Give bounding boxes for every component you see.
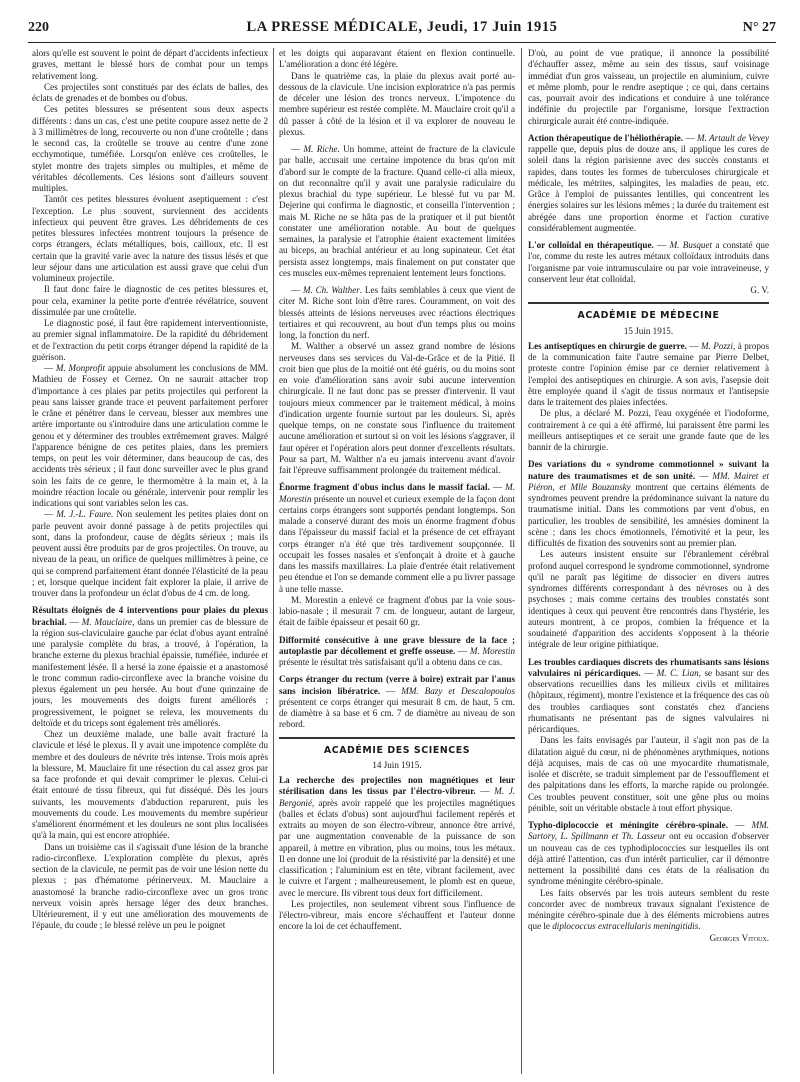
author-name: M. Riche xyxy=(303,144,338,154)
paragraph: Énorme fragment d'obus inclus dans le massif facial. — M. Morestin présente un nouvel et curieux exemple de la façon dont certains corps étrangers sont supportés pendant longtemps. Son malade a conservé durant des mois un énorme fragment d'obus dans l'épaisseur du massif facial et la présence de cet effrayant corps étranger n'a été que très tardivement soupçonnée. Il occupait les fosses nasales et s'enfonçait à droite et à gauche dans les massifs maxillaires. La plaie d'entrée était relativement peu étendue et l'on se demande comment elle a pu livrer passage à une telle masse. xyxy=(279,482,515,594)
paragraph-text: rappelle que, depuis plus de douze ans, il applique les cures de soleil dans la région parisienne avec des succès constants et rapides, dans toutes les formes de tuberculoses chirurgicale et médicale, les métrites, salpingites, les maladies de peau, etc. Grâce à l'emploi de puissantes lentilles, qui concentrent les énergies solaires sur les lésions mêmes ; la durée du traitement est abrégée dans une proportion énorme et l'action curative considérablement augmentée. xyxy=(528,144,769,233)
column-divider xyxy=(273,48,274,1074)
article-heading: Corps étranger du rectum (verre à boire) extrait par l'anus sans incision libératrice. xyxy=(279,674,515,696)
article-heading: Les antiseptiques en chirurgie de guerre. xyxy=(528,340,687,351)
paragraph: alors qu'elle est souvent le point de départ d'accidents infectieux graves, mettant le blessé hors de combat pour un temps relativement long. xyxy=(32,48,268,81)
paragraph: De plus, a déclaré M. Pozzi, l'eau oxygénée et l'iodoforme, contrairement à ce qui a été affirmé, lui paraissent être parmi les meilleurs antiseptiques et ce serait une grande faute que de les bannir de la chirurgie. xyxy=(528,408,769,452)
paragraph: et les doigts qui auparavant étaient en flexion continuelle. L'amélioration a donc été légère. xyxy=(279,48,515,70)
paragraph: Dans un troisième cas il s'agissait d'une lésion de la branche radio-circonflexe. L'exploration complète du plexus, après section de la clavicule, ne permit pas de voir une lésion nette du plexus ; pas d'hématome périnerveux. M. Mauclaire a anastomosé la branche radio-circonflexe avec un gros tronc nerveux voisin après hersage léger des deux branches. Ultérieurement, il y eut une amélioration des mouvements de l'épaule, du coude ; le blessé relève un peu le poignet xyxy=(32,841,268,931)
author-name: MM. Bazy et Descalopoulos xyxy=(401,685,515,696)
paragraph: Difformité consécutive à une grave blessure de la face ; autoplastie par décollement et greffe osseuse. — M. Morestin présente le résultat très satisfaisant qu'il a obtenu dans ce cas. xyxy=(279,634,515,667)
article-heading: L'or colloïdal en thérapeutique. xyxy=(528,240,654,250)
journal-title: LA PRESSE MÉDICALE, Jeudi, 17 Juin 1915 xyxy=(246,19,558,35)
paragraph: Corps étranger du rectum (verre à boire) extrait par l'anus sans incision libératrice. — MM. Bazy et Descalopoulos présentent ce corps étranger qui mesurait 8 cm. de haut, 5 cm. de diamètre à sa base et 6 cm. 7 de diamètre au niveau de son rebord. xyxy=(279,674,515,730)
page-header xyxy=(28,18,776,43)
paragraph xyxy=(528,888,769,933)
author-name: MM. Sartory, L. Spillmann et Th. Lasseur xyxy=(528,820,769,842)
signature: G. V. xyxy=(750,285,769,295)
paragraph: Les antiseptiques en chirurgie de guerre. — M. Pozzi, à propos de la communication faite l'autre semaine par Pierre Delbet, proteste contre l'opinion émise par ce dernier relativement à l'emploi des antiseptiques en chirurgie. A son avis, l'asepsie doit être employée quand il s'agit de tissus normaux et l'antisepsie dans le traitement des plaies infectées. xyxy=(528,340,769,407)
article-heading: Difformité consécutive à une grave blessure de la face ; autoplastie par décollement et greffe osseuse. xyxy=(279,634,515,656)
author-name: M. J.-L. Faure xyxy=(56,509,111,520)
column-1 xyxy=(32,48,268,1074)
article-heading: Action thérapeutique de l'héliothérapie. xyxy=(528,132,684,143)
paragraph: Des variations du « syndrome commotionnel » suivant la nature des traumatismes et de son unité. — MM. Mairet et Piéron, et Mlle Bouzansky montrent que certains éléments de syndromes peuvent prendre la prédominance suivant la nature du traumatisme initial. Dans les commotions par vent d'obus, en particulier, les troubles de sensibilité, les amnésies dominent la scène ; dans les chocs émotionnels, l'émotivité et la peur, les difficultés de fixation des souvenirs sont au premier plan. xyxy=(528,459,769,548)
section-divider xyxy=(528,302,769,304)
author-name: M. Artault de Vevey xyxy=(697,132,769,143)
paragraph-text: , dans un premier cas de blessure de la région sus-claviculaire gauche par éclat d'obus ayant entraîné une paralysie complète du bras, a trouvé, à l'opération, la branche externe du plexus brachial épaissie, tuméfiée, indurée et manifestement lésée. Il a hersé la zone épaissie et a anastomosé le tronc commun radio-circonflexe avec la branche voisine du plexus également un peu hersée. Au bout d'une quinzaine de jours, les mouvements des doigts furent améliorés ; progressivement, le poignet se releva, les mouvements du deltoïde et du triceps sont également très améliorés. xyxy=(32,616,268,728)
paragraph-text: , à propos de la communication faite l'autre semaine par Pierre Delbet, proteste contre l'opinion émise par ce dernier relativement à l'emploi des antiseptiques en chirurgie. A son avis, l'asepsie doit être employée quand il s'agit de tissus normaux et l'antisepsie dans le traitement des plaies infectées. xyxy=(528,340,769,407)
author-name: M. C. Lian xyxy=(656,667,699,678)
article-heading: Des variations du « syndrome commotionnel » suivant la nature des traumatismes et de son unité. xyxy=(528,459,769,481)
paragraph-text: appuie absolument les conclusions de MM. Mathieu de Fossey et Cernez. On ne saurait attacher trop d'importance à ces plaies par petits projectiles qui perforent la peau sans laisser grande trace et peuvent parfaitement perforer le crâne et pénétrer dans le cerveau, blesser aux membres une artère importante ou s'introduire dans une articulation comme le genou et y déterminer des troubles extrêmement graves. Malgré l'apparence bénigne de ces petites plaies, dans les premiers temps, on peut les voir déterminer, dans beaucoup de cas, des accidents très sérieux ; il faut donc surveiller avec le plus grand soin les faits de ce genre, le thermomètre à la main et, à la moindre réaction locale ou générale, intervenir pour remplir les indications qui sont variables selon les cas. xyxy=(32,363,268,508)
paragraph: M. Morestin a enlevé ce fragment d'obus par la voie sous-labio-nasale ; il mesurait 7 cm. de longueur, autant de largeur, était de faible épaisseur et pesait 60 gr. xyxy=(279,594,515,628)
author-name: M. Ch. Walther xyxy=(302,285,360,295)
paragraph-text: ont eu occasion d'observer un nouveau cas de ces typhodiplococcies sur lesquelles ils ont déjà attiré l'attention, cas d'un intérêt particulier, car il démontre nettement la possibilité dans ces états de la réalisation du syndrome méningite cérébro-spinale. xyxy=(528,831,769,887)
paragraph-text: présentent ce corps étranger qui mesurait 8 cm. de haut, 5 cm. de diamètre à sa base et 6 cm. 7 de diamètre au niveau de son rebord. xyxy=(279,696,515,730)
section-title: ACADÉMIE DE MÉDECINE xyxy=(577,310,720,322)
paragraph: Il faut donc faire le diagnostic de ces petites blessures et, pour cela, examiner la petite porte d'entrée révélatrice, souvent dissimulée par une croûtelle. xyxy=(32,284,268,317)
article-heading: Résultats éloignés de 4 interventions pour plaies du plexus brachial. xyxy=(32,605,268,627)
author-name: M. Mauclaire xyxy=(81,616,133,627)
paragraph: — M. Monprofit appuie absolument les conclusions de MM. Mathieu de Fossey et Cernez. On ne saurait attacher trop d'importance à ces plaies par petits projectiles qui perforent la peau sans laisser grande trace et peuvent parfaitement perforer le crâne et pénétrer dans le cerveau, blesser aux membres une artère importante ou s'introduire dans une articulation comme le genou et y déterminer des troubles extrêmement graves. Malgré l'apparence bénigne de ces petites plaies, dans les premiers temps, on peut les voir déterminer, dans beaucoup de cas, des accidents très sérieux ; il faut donc surveiller avec le plus grand soin les faits de ce genre, le thermomètre à la main et, à la moindre réaction locale ou générale, intervenir pour remplir les indications qui sont variables selon les cas. xyxy=(32,363,268,508)
paragraph: Résultats éloignés de 4 interventions pour plaies du plexus brachial. — M. Mauclaire, dans un premier cas de blessure de la région sus-claviculaire gauche par éclat d'obus ayant entraîné une paralysie complète du bras, a trouvé, à l'opération, la branche externe du plexus brachial épaissie, tuméfiée, indurée et manifestement lésée. Il a hersé la zone épaissie et a anastomosé le tronc commun radio-circonflexe avec la branche voisine du plexus également un peu hersée. Au bout d'une quinzaine de jours, les mouvements des doigts furent améliorés ; progressivement, le poignet se releva, les mouvements du deltoïde et du triceps sont également très améliorés. xyxy=(32,605,268,728)
paragraph: L'or colloïdal en thérapeutique. — M. Busquet a constaté que l'or, comme du reste les autres métaux colloïdaux introduits dans l'organisme par voie intramusculaire ou par voie intraveineuse, y conservent leur état colloïdal. xyxy=(528,240,769,284)
paragraph: Les projectiles, non seulement vibrent sous l'influence de l'électro-vibreur, mais encore s'échauffent et l'auteur donne encore la loi de cet échauffement. xyxy=(279,898,515,932)
paragraph: Ces projectiles sont constitués par des éclats de balles, des éclats de grenades et de bombes ou d'obus. xyxy=(32,81,268,103)
paragraph-text: Les faits observés par les trois auteurs semblent du reste concorder avec de nombreux travaux signalant l'existence de méningite cérébro-spinale due à des éléments microbiens autres que le xyxy=(528,887,769,932)
paragraph: Dans les faits envisagés par l'auteur, il s'agit non pas de la dilatation aiguë du cœur, ni de phénomènes arythmiques, notions déjà acquises, mais de cas où une myocardite rhumatismale, isolée et discrète, se traduit simplement par de l'essoufflement et des palpitations dans les efforts, la marche rapide ou prolongée. Ces troubles peuvent constituer, soit une gêne plus ou moins pénible, soit un véritable obstacle à tout effort physique. xyxy=(528,735,769,813)
paragraph: Tantôt ces petites blessures évoluent aseptiquement : c'est l'exception. Le plus souvent, surviennent des accidents infectieux qui peuvent être graves. Les débridements de ces petites blessures infectées montrent toujours la présence de corps étrangers, éclats métalliques, bois, cailloux, etc. Il est certain que la gravité varie avec la nature des tissus lésés et que leur séjour dans une articulation est aussi grave que celui d'un volumineux projectile. xyxy=(32,194,268,283)
column-3 xyxy=(528,48,769,1074)
page-number: 220 xyxy=(28,20,49,35)
paragraph: — M. Ch. Walther. Les faits semblables à ceux que vient de citer M. Riche sont loin d'être rares. Couramment, on voit des blessés atteints de lésions nerveuses avec réactions électriques tertiaires et qui recouvrent, au bout d'un temps plus ou moins long, la fonction du nerf. xyxy=(279,285,515,340)
paragraph: — M. Riche. Un homme, atteint de fracture de la clavicule par balle, accusait une certaine impotence du bras qu'on mit d'abord sur le compte de la fracture. Quand celle-ci alla mieux, on dut reconnaître qu'il y avait une paralysie radiculaire du plexus brachial du type supérieur. Le blessé fut vu par M. Dejerine qui confirma le diagnostic, et conseilla l'intervention ; mais M. Riche ne se hâta pas de la pratiquer et il put bientôt constater une amélioration notable. Au bout de quelques semaines, la paralysie et l'atrophie étaient exactement limitées au biceps, au brachial antérieur et au long supinateur. Cet état persista assez longtemps, mais finalement on put constater que ces muscles eux-mêmes reprenaient lentement leurs fonctions. xyxy=(279,144,515,278)
paragraph-text: . Non seulement les petites plaies dont on parle peuvent avoir donné passage à de petits projectiles qui sont, dans la profondeur, cause de dégâts sérieux ; mais ils peuvent aussi être produits par de gros projectiles. On trouve, au niveau de la peau, un orifice de quelques millimètres à peine, ce qui se comprend parfaitement étant donnée l'élasticité de la peau ; et, lorsque quelque incident fait explorer la plaie, il arrive de trouver dans la profondeur un éclat d'obus de 4 cm. de long. xyxy=(32,509,268,598)
author-name: MM. Mairet et Piéron, et Mlle Bouzansky xyxy=(528,470,769,492)
paragraph-text: . Les faits semblables à ceux que vient de citer M. Riche sont loin d'être rares. Couramment, on voit des blessés atteints de lésions nerveuses avec réactions électriques tertiaires et qui recouvrent, au bout d'un temps plus ou moins long, la fonction du nerf. xyxy=(279,285,515,340)
author-name: M. Busquet xyxy=(669,240,713,250)
paragraph: Les troubles cardiaques discrets des rhumatisants sans lésions valvulaires ni péricardiques. — M. C. Lian, se basant sur des observations recueillies dans les milieux civils et militaires (hôpitaux, régiment), montre l'existence et la fréquence des cas où des troubles cardiaques sont constatés chez d'anciens rhumatisants ne présentant pas de signes valvulaires ni péricardiques. xyxy=(528,656,769,734)
issue-number: N° 27 xyxy=(742,20,776,35)
paragraph: Le diagnostic posé, il faut être rapidement interventionniste, au premier signal inflammatoire. De la rapidité du débridement et de l'extraction du petit corps étranger dépend la rapidité de la guérison. xyxy=(32,318,268,362)
section-title: ACADÉMIE DES SCIENCES xyxy=(323,744,471,756)
section-date: 15 Juin 1915. xyxy=(623,325,674,336)
column-divider xyxy=(521,48,522,1074)
author-name: M. Monprofit xyxy=(55,363,106,373)
paragraph-text: a constaté que l'or, comme du reste les autres métaux colloïdaux introduits dans l'organisme par voie intramusculaire ou par voie intraveineuse, y conservent leur état colloïdal. xyxy=(528,240,769,284)
paragraph-text: présente un nouvel et curieux exemple de la façon dont certains corps étrangers sont supportés pendant longtemps. Son malade a conservé durant des mois un énorme fragment d'obus dans l'épaisseur du massif facial et la présence de cet effrayant corps étranger n'a été que très tardivement soupçonnée. Il occupait les fosses nasales et s'enfonçait à droite et à gauche dans les massifs maxillaires. La plaie d'entrée était relativement peu étendue et l'on se demande comment elle a pu livrer passage à une telle masse. xyxy=(279,493,515,594)
section-date: 14 Juin 1915. xyxy=(372,759,422,770)
article-heading: Typho-diplococcie et méningite cérébro-spinale. xyxy=(528,820,728,830)
author-name: M. J. Bergonié xyxy=(279,786,515,808)
paragraph: Typho-diplococcie et méningite cérébro-spinale. — MM. Sartory, L. Spillmann et Th. Lasseur ont eu occasion d'observer un nouveau cas de ces typhodiplococcies sur lesquelles ils ont déjà attiré l'attention, cas d'un intérêt particulier, car il démontre nettement la possibilité dans ces états de la réalisation du syndrome méningite cérébro-spinale. xyxy=(528,820,769,887)
paragraph-text: présente le résultat très satisfaisant qu'il a obtenu dans ce cas. xyxy=(279,657,503,667)
author-name: M. Morestin xyxy=(469,645,515,656)
article-heading: Les troubles cardiaques discrets des rhumatisants sans lésions valvulaires ni péricardiques. xyxy=(528,656,769,678)
section-divider xyxy=(279,737,515,739)
paragraph: Les auteurs insistent ensuite sur l'ébranlement cérébral profond auquel correspond le syndrome commotionnel, syndrome qu'il ne paraît pas légitime de dissocier en divers autres syndromes différents correspondant à des névroses ou à des psychoses ; mais comme certains des troubles constatés sont identiques à ceux qui peuvent être rencontrés dans l'hystérie, les auteurs montrent, à ce propos, combien la fréquence et la soudaineté d'apparition des accidents s'opposent à la théorie intégrale de leur origine pithiatique. xyxy=(528,549,769,650)
paragraph: Action thérapeutique de l'héliothérapie. — M. Artault de Vevey rappelle que, depuis plus de douze ans, il applique les cures de soleil dans la région parisienne avec des succès constants et rapides, dans toutes les formes de tuberculoses chirurgicale et médicale, les métrites, salpingites, les maladies de peau, etc. Grâce à l'emploi de puissantes lentilles, qui concentrent les énergies solaires sur les lésions mêmes ; la durée du traitement est abrégée dans une proportion énorme et l'action curative considérablement augmentée. xyxy=(528,132,769,233)
paragraph: La recherche des projectiles non magnétiques et leur stérilisation dans les tissus par l'électro-vibreur. — M. J. Bergonié, après avoir rappelé que les projectiles magnétiques (balles et éclats d'obus) sont aujourd'hui facilement repérés et extraits au moyen de son électro-vibreur, annonce être arrivé, par une augmentation convenable de la puissance de son appareil, à mettre en vibration, plus ou moins, tous les métaux. Il en donne une loi (produit de la résistivité par la densité) et une classification ; l'aluminium est en tête, vibrant facilement, avec le cuivre et l'argent ; malheureusement, le plomb est en queue, avec le mercure. Ils vibrent tous deux fort difficilement. xyxy=(279,775,515,898)
author-name: M. Morestin xyxy=(279,482,515,504)
article-heading: Énorme fragment d'obus inclus dans le massif facial. xyxy=(279,482,490,493)
signature: Georges Vitoux. xyxy=(709,932,769,943)
paragraph-text: . xyxy=(698,921,701,932)
paragraph-text: , après avoir rappelé que les projectiles magnétiques (balles et éclats d'obus) sont aujourd'hui facilement repérés et extraits au moyen de son électro-vibreur, annonce être arrivé, par une augmentation convenable de la puissance de son appareil, à mettre en vibration, plus ou moins, tous les métaux. Il en donne une loi (produit de la résistivité par la densité) et une classification ; l'aluminium est en tête, vibrant facilement, avec le cuivre et l'argent ; malheureusement, le plomb est en queue, avec le mercure. Ils vibrent tous deux fort difficilement. xyxy=(279,797,515,898)
paragraph: D'où, au point de vue pratique, il annonce la possibilité d'échauffer assez, même au sein des tissus, sauf voisinage immédiat d'un gros vaisseau, un projectile en aluminium, cuivre et même plomb, pour le rendre aseptique ; ce qui, dans certains cas, pourrait avoir des indications et conduire à une tolérance indéfinie du projectile par l'organisme, lorsque l'extraction chirurgicale aurait été contre-indiquée. xyxy=(528,48,769,126)
paragraph-text: . Un homme, atteint de fracture de la clavicule par balle, accusait une certaine impotence du bras qu'on mit d'abord sur le compte de la fracture. Quand celle-ci alla mieux, on dut reconnaître qu'il y avait une paralysie radiculaire du plexus brachial du type supérieur. Le blessé fut vu par M. Dejerine qui confirma le diagnostic, et conseilla l'intervention ; mais M. Riche ne se hâta pas de la pratiquer et il put bientôt constater une amélioration notable. Au bout de quelques semaines, la paralysie et l'atrophie étaient exactement limitées au biceps, au brachial antérieur et au long supinateur. Cet état persista assez longtemps, mais finalement on put constater que ces muscles eux-mêmes reprenaient lentement leurs fonctions. xyxy=(279,144,515,278)
paragraph: Ces petites blessures se présentent sous deux aspects différents : dans un cas, c'est une petite coupure assez nette de 2 à 3 millimètres de long, recouverte ou non d'une croûtelle ; dans le second cas, la croûtelle se trouve au centre d'une zone ecchymotique, tuméfiée. Lorsqu'on enlève ces croûtelles, le stylet montre des trajets simples ou multiples, et même de véritables décollements. Ces lésions sont d'ailleurs souvent multiples. xyxy=(32,104,268,193)
paragraph: M. Walther a observé un assez grand nombre de lésions nerveuses dans ses services du Val-de-Grâce et de la Pitié. Il croit bien que plus de la moitié ont été guéris, ou du moins sont en voie d'amélioration sans avoir subi aucune intervention chirurgicale. Il ne faut donc pas se presser d'intervenir. Il vaut toujours mieux commencer par le traitement médical, à moins d'indication urgente fournie surtout par les douleurs. Si, après quelque temps, on ne constate sous l'influence du traitement aucune amélioration et surtout si on voit les lésions s'aggraver, il faut opérer et l'opération alors peut donner d'excellents résultats. Pour sa part, M. Walther n'a eu jamais intervenu avant d'avoir fait l'épreuve suffisamment prolongée du traitement médical. xyxy=(279,341,515,475)
paragraph: Dans le quatrième cas, la plaie du plexus avait porté au-dessous de la clavicule. Une incision exploratrice n'a pas permis de déceler une lésion des troncs nerveux. L'impotence du membre supérieur est restée complète. M. Mauclaire croit qu'il a dû passer à côté de la lésion et il va explorer de nouveau le plexus. xyxy=(279,70,515,137)
paragraph-text: montrent que certains éléments de syndromes peuvent prendre la prédominance suivant la nature du traumatisme initial. Dans les commotions par vent d'obus, en particulier, les troubles de sensibilité, les amnésies dominent la scène ; dans les chocs émotionnels, l'émotivité et la peur, les difficultés de fixation des souvenirs sont au premier plan. xyxy=(528,481,769,548)
paragraph-text: , se basant sur des observations recueillies dans les milieux civils et militaires (hôpitaux, régiment), montre l'existence et la fréquence des cas où des troubles cardiaques sont constatés chez d'anciens rhumatisants ne présentant pas de signes valvulaires ni péricardiques. xyxy=(528,667,769,734)
column-2 xyxy=(279,48,515,1074)
paragraph: — M. J.-L. Faure. Non seulement les petites plaies dont on parle peuvent avoir donné passage à de petits projectiles qui sont, dans la profondeur, cause de dégâts sérieux ; mais ils peuvent aussi être produits par de gros projectiles. On trouve, au niveau de la peau, un orifice de quelques millimètres à peine, ce qui se comprend parfaitement étant donnée l'élasticité de la peau ; et, lorsque quelque incident fait explorer la plaie, il arrive de trouver dans la profondeur un éclat d'obus de 4 cm. de long. xyxy=(32,509,268,598)
species-name: diplococcus extracellularis meningitidis xyxy=(552,921,699,932)
paragraph: Chez un deuxième malade, une balle avait fracturé la clavicule et lésé le plexus. Il y avait une impotence complète du membre et des douleurs de névrite très intense. Trois mois après la blessure, M. Mauclaire fit une résection du cal assez gros par sa face profonde et qui devait comprimer le plexus. Celui-ci était entouré de tissu fibreux, qui fut disséqué. Dès les jours suivants, les mouvements d'abduction reparurent, puis les mouvements du coude. Les mouvements du membre supérieur s'améliorent énormément et les douleurs ne sont plus localisées qu'à la main, qui est encore atrophiée. xyxy=(32,729,268,841)
article-heading: La recherche des projectiles non magnétiques et leur stérilisation dans les tissus par l'électro-vibreur. xyxy=(279,775,515,797)
author-name: M. Pozzi xyxy=(700,340,733,351)
